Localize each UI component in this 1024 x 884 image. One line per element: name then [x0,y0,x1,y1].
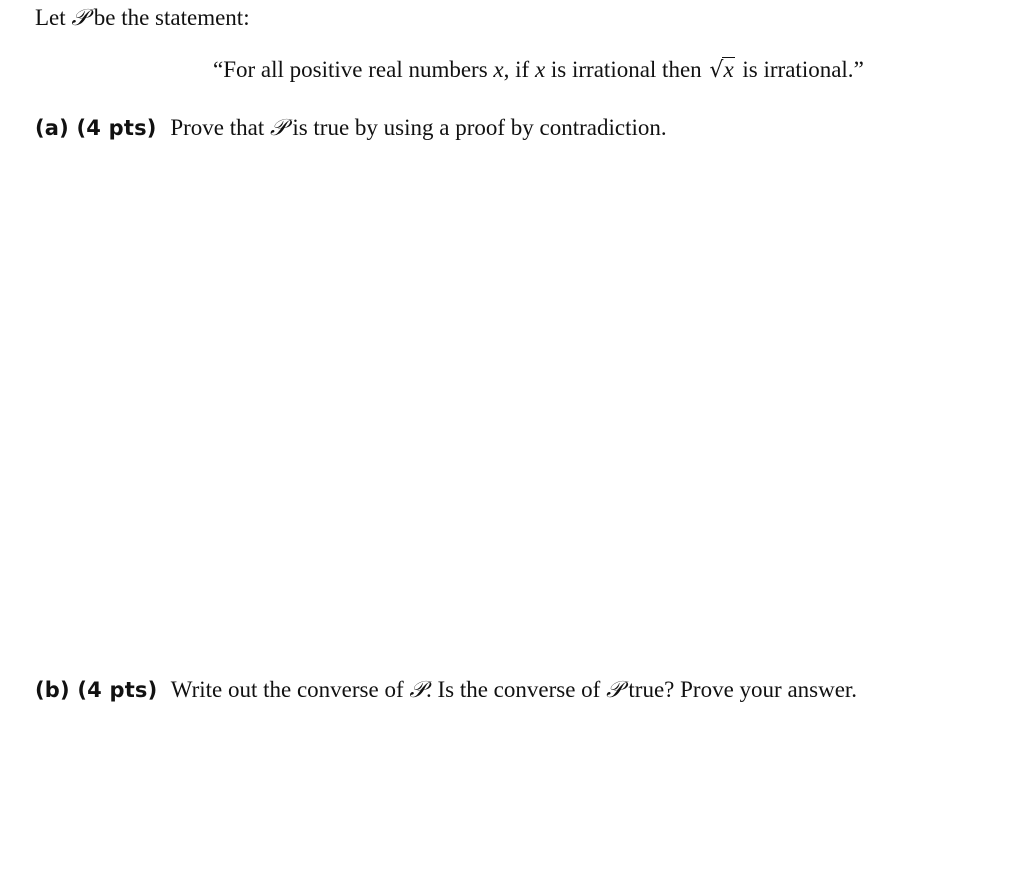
variable-x: x [493,57,504,82]
question-part-a [35,113,667,143]
statement-symbol-P: 𝒫 [409,677,426,703]
quoted-statement [213,55,864,85]
statement-text-2: , if [503,57,530,82]
variable-x: x [534,57,546,82]
statement-symbol-P: 𝒫 [269,115,287,141]
part-a-text-1: Prove that [170,115,265,140]
part-b-text-3: true? Prove your answer. [628,677,858,702]
part-b-text-1: Write out the converse of [170,677,404,702]
part-a-text-2: is true by using a proof by contradiction. [292,115,667,140]
open-quote: “ [213,57,224,82]
part-b-label: (b) (4 pts) [35,678,158,702]
square-root-x [709,57,734,82]
part-a-label: (a) (4 pts) [35,116,157,140]
question-part-b [35,675,857,705]
radical-sign: √ [709,58,724,83]
statement-symbol-P: 𝒫 [71,5,88,31]
close-quote: ” [853,57,864,82]
radicand-x: x [723,56,734,82]
intro-prefix: Let [35,5,66,30]
intro-suffix: be the statement: [93,5,250,30]
statement-text-1: For all positive real numbers [223,57,488,82]
statement-text-3: is irrational then [550,57,702,82]
statement-symbol-P: 𝒫 [606,677,623,703]
part-b-text-2: . Is the converse of [425,677,601,702]
intro-line [35,3,250,33]
statement-text-4: is irrational. [742,57,854,82]
